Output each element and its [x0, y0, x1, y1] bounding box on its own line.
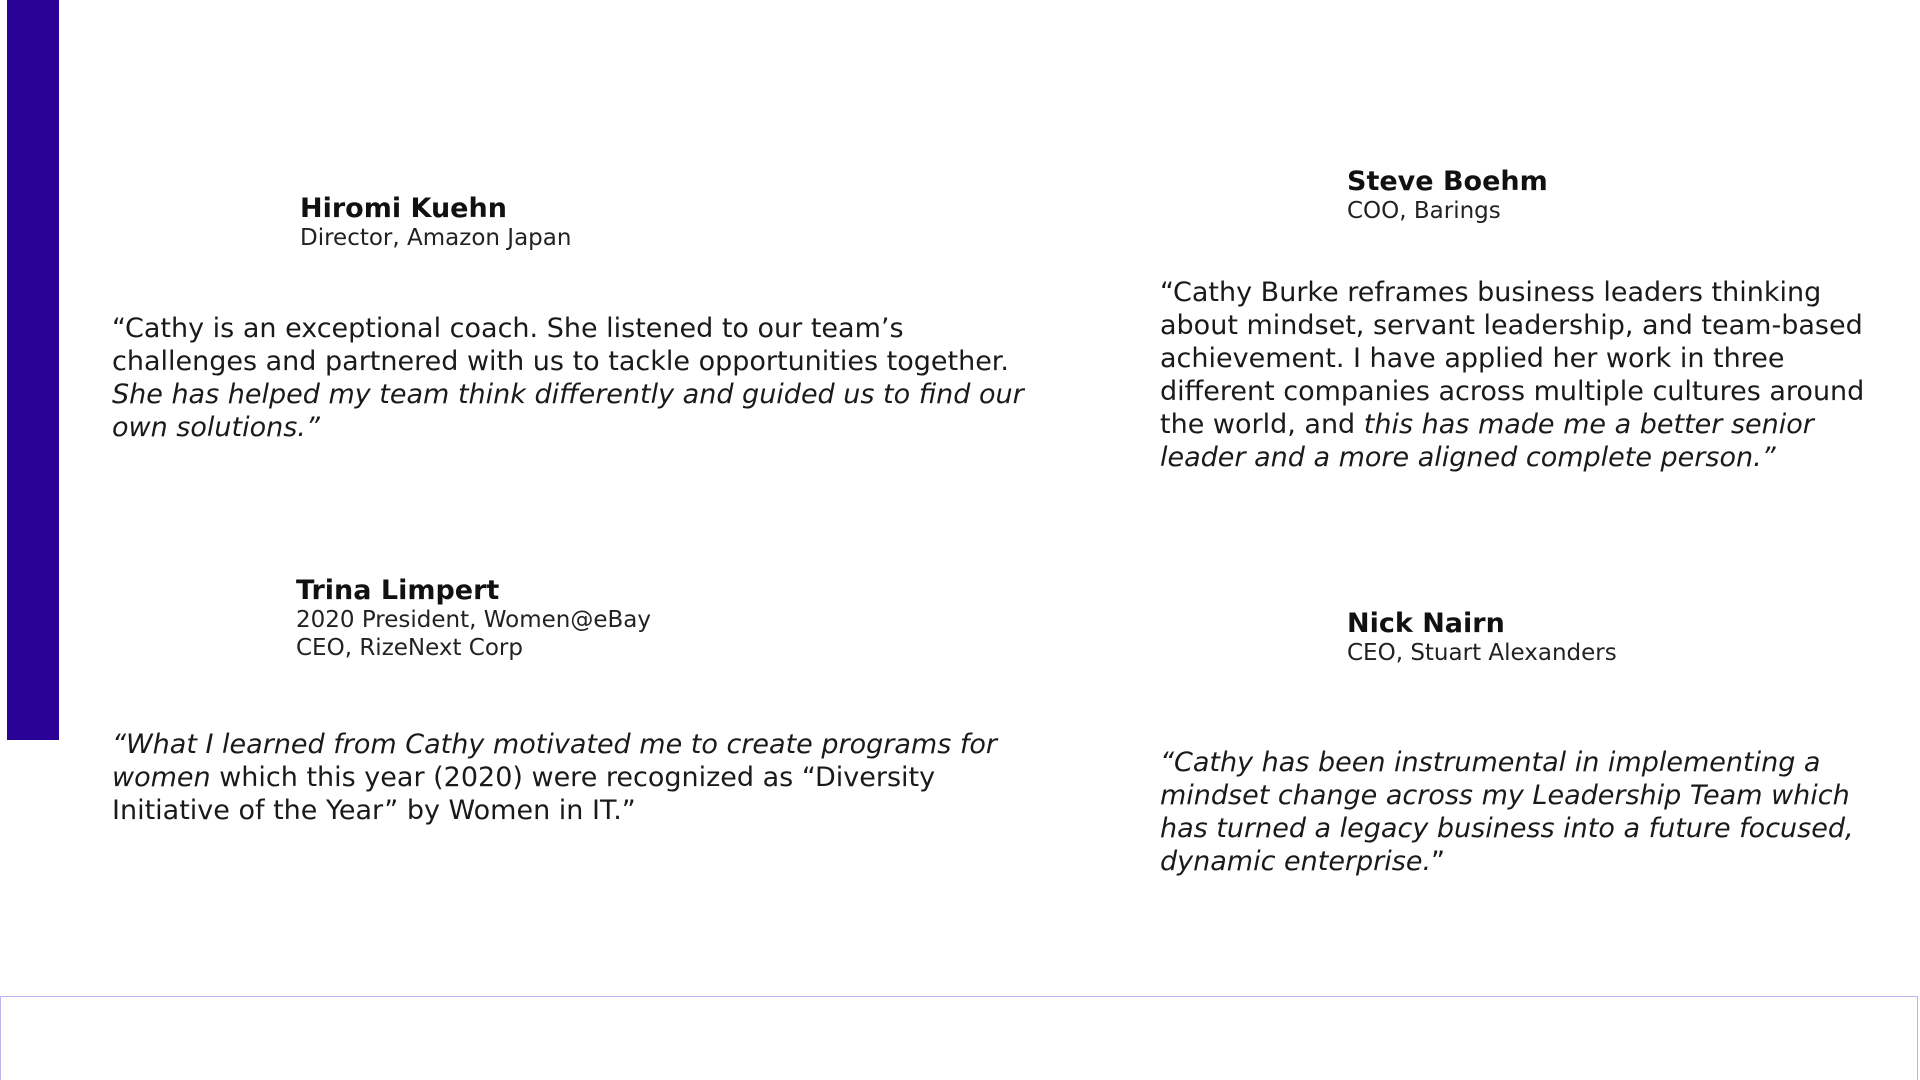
accent-bar — [7, 0, 59, 740]
author-name: Hiromi Kuehn — [300, 193, 507, 224]
author-role: CEO, RizeNext Corp — [296, 635, 523, 661]
quote-text-italic: She has helped my team think differently and guided us to find our own solutions.” — [112, 379, 1024, 443]
footer-strip — [0, 996, 1918, 1080]
author-role: 2020 President, Women@eBay — [296, 607, 651, 633]
quote-text: ” — [1431, 846, 1446, 877]
testimonial-author-hiromi — [300, 194, 820, 252]
author-role: CEO, Stuart Alexanders — [1347, 640, 1617, 666]
testimonial-quote-steve — [1160, 276, 1880, 474]
author-name: Steve Boehm — [1347, 166, 1548, 197]
quote-text-italic: “What I learned from Cathy motivated me to create programs for women — [112, 729, 997, 793]
testimonial-author-nick — [1347, 609, 1867, 667]
quote-text: which this year (2020) were recognized as “Diversity Initiative of the Year” by Women in IT.” — [112, 762, 936, 826]
quote-text: “Cathy Burke reframes business leaders thinking about mindset, servant leadership, and team-based achievement. I have applied her work in three different companies across multiple cultures around the world, and — [1160, 277, 1865, 440]
quote-text-italic: “Cathy has been instrumental in implementing a mindset change across my Leadership Team which has turned a legacy business into a future focused, dynamic enterprise. — [1160, 747, 1854, 877]
testimonial-quote-trina — [112, 728, 1052, 827]
testimonial-quote-nick — [1160, 746, 1880, 878]
testimonial-quote-hiromi — [112, 312, 1047, 444]
quote-text-italic: this has made me a better senior leader and a more aligned complete person.” — [1160, 409, 1814, 473]
author-name: Trina Limpert — [296, 575, 500, 606]
testimonial-author-trina — [296, 576, 856, 662]
author-name: Nick Nairn — [1347, 608, 1505, 639]
quote-text: “Cathy is an exceptional coach. She listened to our team’s challenges and partnered with us to tackle opportunities together. — [112, 313, 1010, 377]
testimonial-author-steve — [1347, 167, 1867, 225]
author-role: COO, Barings — [1347, 198, 1501, 224]
author-role: Director, Amazon Japan — [300, 225, 572, 251]
